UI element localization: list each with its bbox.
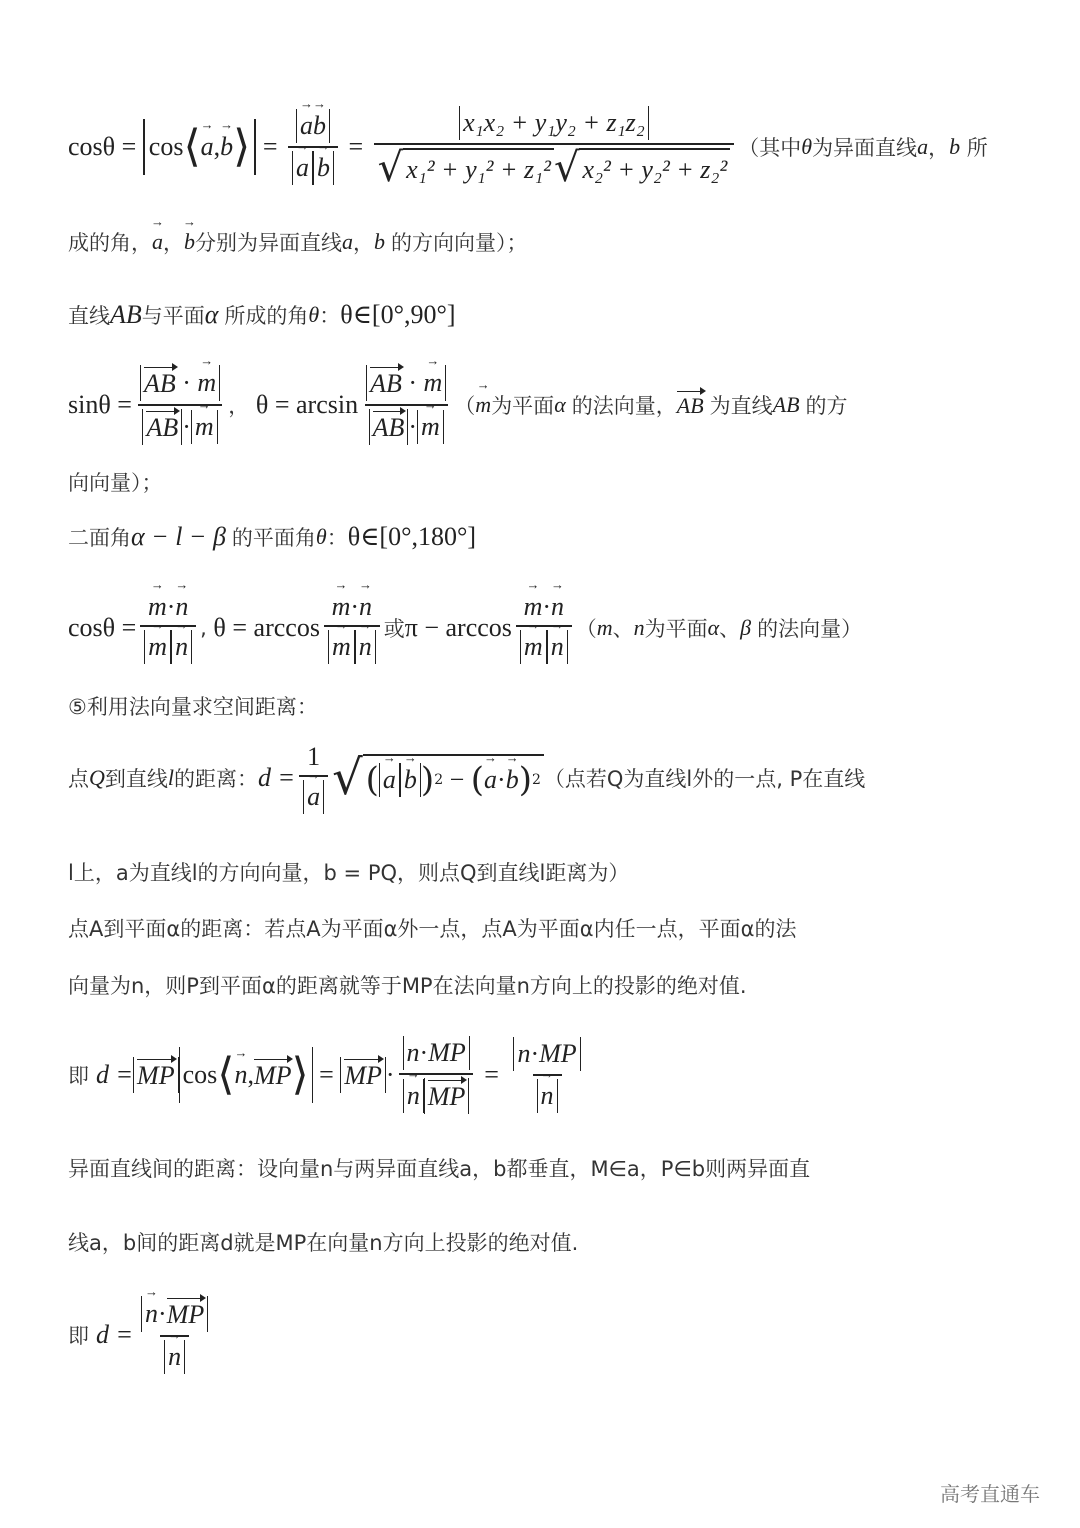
distance-section-heading: ⑤利用法向量求空间距离： — [68, 695, 318, 719]
point-plane-text-line2: 向量为n，则P到平面α的距离就等于MP在法向量n方向上的投影的绝对值. — [68, 974, 747, 998]
formula-lhs: cosθ — [68, 132, 116, 161]
line-plane-angle-formula: sinθ = AB · → m AB · → m ， θ = arcsin AB · → m AB · → m （ → m 为平面 α 的法向量， AB 为直线 AB 的方 — [68, 355, 848, 455]
fraction-ab-over-norms: → a → b → a → b — [288, 109, 338, 185]
angle-range: θ∈[0°,90°] — [340, 300, 456, 329]
skew-lines-distance-text-line1: 异面直线间的距离：设向量n与两异面直线a，b都垂直，M∈a，P∈b则两异面直 — [68, 1157, 811, 1181]
dihedral-angle-heading: 二面角 α − l − β 的平面角 θ ： θ∈[0°,180°] — [68, 522, 477, 551]
dihedral-range: θ∈[0°,180°] — [347, 522, 477, 551]
point-plane-distance-formula: 即 d = MP cos ⟨ → n , MP ⟩ = MP · n · MP → n MP = n · MP → n — [68, 1025, 589, 1125]
point-line-distance-formula: 点 Q 到直线 l 的距离： d = 1 → a √ ( → a → b ) 2 − ( → a · → b ) 2 （点若Q为直线l外的一点, P在直线 — [68, 728, 865, 828]
line-plane-note-line2: 向向量）； — [68, 471, 163, 495]
skew-lines-distance-text-line2: 线a，b间的距离d就是MP在向量n方向上投影的绝对值. — [68, 1231, 579, 1255]
skew-lines-angle-formula: cosθ = cos ⟨ → a , → b ⟩ = → a → b → a → b = x₁x₂ + y₁y₂ + z₁z₂ √ x₁² + y₁² + z₁² √ x₂² + y₂² + z₂² （其中 θ 为异面直线 a ， b 所 — [68, 92, 988, 202]
line-plane-angle-heading: 直线 AB 与平面 α 所成的角 θ ： θ∈[0°,90°] — [68, 300, 456, 329]
dihedral-angle-formula: cosθ = → m · → n → m → n , θ = arccos → m · → n → m → n 或 π − arccos → m · → n → m → n （ m 、 n 为平面 α 、 β 的法向量） — [68, 578, 862, 678]
skew-lines-distance-formula: 即 d = → n · MP → n — [68, 1285, 216, 1385]
point-line-note-line2: l上，a为直线l的方向向量，b = PQ，则点Q到直线l距离为） — [68, 861, 630, 885]
point-plane-text-line1: 点A到平面α的距离：若点A为平面α外一点，点A为平面α内任一点，平面α的法 — [68, 917, 797, 941]
skew-lines-note-line2: 成的角， → a ， → b 分别为异面直线 a ， b 的方向向量）； — [68, 222, 528, 262]
fraction-coordinates: x₁x₂ + y₁y₂ + z₁z₂ √ x₁² + y₁² + z₁² √ x₂² + y₂² + z₂² — [374, 106, 735, 188]
abs-cos-ab: cos ⟨ → a , → b ⟩ — [143, 119, 257, 175]
watermark: 高考直通车 — [940, 1482, 1040, 1506]
